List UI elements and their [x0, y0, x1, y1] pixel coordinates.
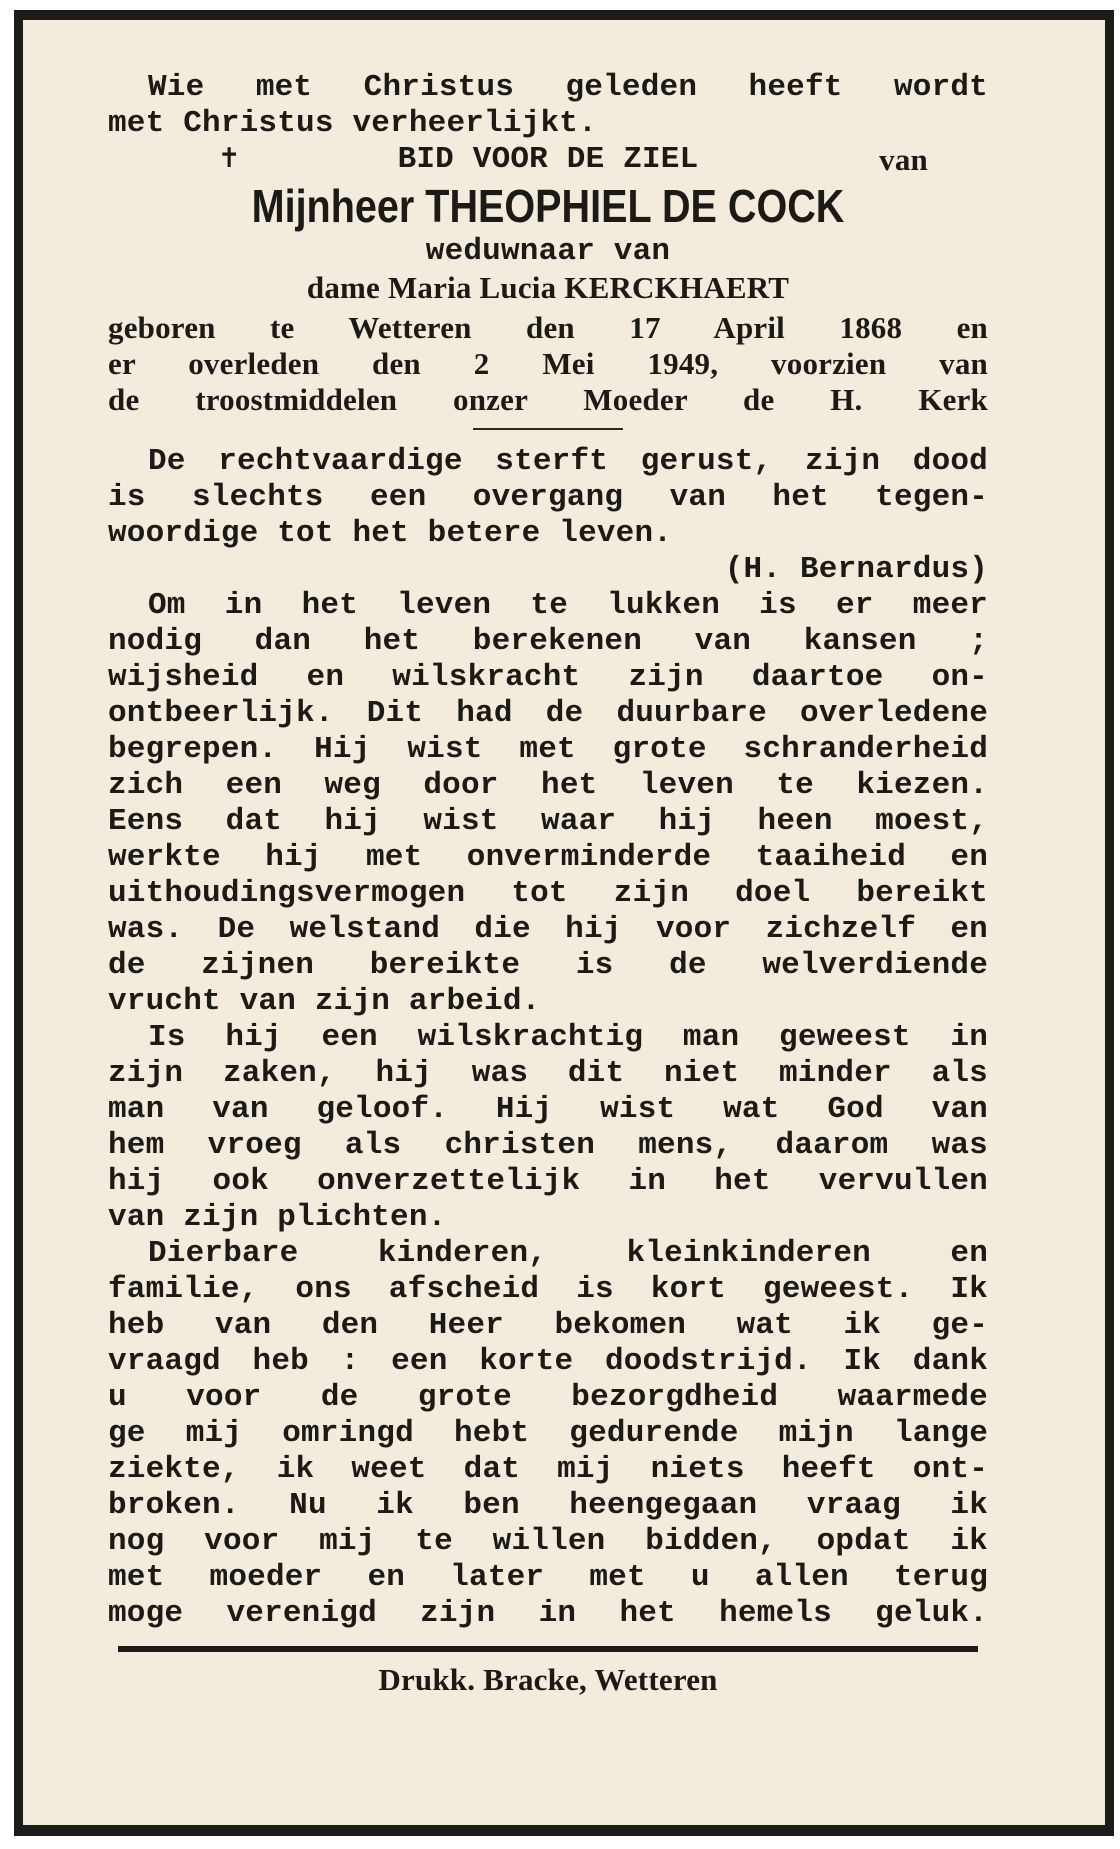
body-line: Dierbare kinderen, kleinkinderen en: [148, 1236, 988, 1271]
body-line: zijn zaken, hij was dit niet minder als: [108, 1056, 988, 1091]
body-line: Is hij een wilskrachtig man geweest in: [148, 1020, 988, 1055]
body-line: ziekte, ik weet dat mij niets heeft ont-: [108, 1452, 988, 1487]
body-line: was. De welstand die hij voor zichzelf en: [108, 912, 988, 947]
cross-icon: ✝: [220, 142, 239, 177]
body-line: vrucht van zijn arbeid.: [108, 984, 541, 1019]
motto-line-2: met Christus verheerlijkt.: [108, 106, 597, 141]
body-line: met moeder en later met u allen terug: [108, 1560, 988, 1595]
body-line: u voor de grote bezorgdheid waarmede: [108, 1380, 988, 1415]
divider: [473, 428, 623, 430]
body-line: man van geloof. Hij wist wat God van: [108, 1092, 988, 1127]
body-line: vraagd heb : een korte doodstrijd. Ik dank: [108, 1344, 988, 1379]
body-line: zich een weg door het leven te kiezen.: [108, 768, 988, 803]
body-line: nog voor mij te willen bidden, opdat ik: [108, 1524, 988, 1559]
body-line: Eens dat hij wist waar hij heen moest,: [108, 804, 988, 839]
body-line: nodig dan het berekenen van kansen ;: [108, 624, 988, 659]
prayer-text: BID VOOR DE ZIEL: [397, 142, 699, 177]
body-line: ontbeerlijk. Dit had de duurbare overledene: [108, 696, 988, 731]
body-line: Om in het leven te lukken is er meer: [148, 588, 988, 623]
card-content: [108, 70, 988, 1698]
prayer-suffix: van: [879, 142, 928, 177]
birth-death-line: de troostmiddelen onzer Moeder de H. Kerk: [108, 382, 988, 417]
body-line: werkte hij met onverminderde taaiheid en: [108, 840, 988, 875]
body-line: heb van den Heer bekomen wat ik ge-: [108, 1308, 988, 1343]
motto-line-1: Wie met Christus geleden heeft wordt: [148, 70, 988, 105]
quote-attribution: (H. Bernardus): [724, 552, 988, 587]
body-line: broken. Nu ik ben heengegaan vraag ik: [108, 1488, 988, 1523]
prayer-heading: [108, 142, 988, 178]
birth-death-line: geboren te Wetteren den 17 April 1868 en: [108, 310, 988, 345]
quote-line: De rechtvaardige sterft gerust, zijn dood: [148, 444, 988, 479]
footer-rule: [118, 1646, 978, 1652]
printer-credit: Drukk. Bracke, Wetteren: [378, 1662, 718, 1697]
quote-line: is slechts een overgang van het tegen-: [108, 480, 988, 515]
body-line: uithoudingsvermogen tot zijn doel bereikt: [108, 876, 988, 911]
body-line: hem vroeg als christen mens, daarom was: [108, 1128, 988, 1163]
body-line: moge verenigd zijn in het hemels geluk.: [108, 1596, 988, 1631]
body-line: ge mij omringd hebt gedurende mijn lange: [108, 1416, 988, 1451]
body-line: wijsheid en wilskracht zijn daartoe on-: [108, 660, 988, 695]
body-line: familie, ons afscheid is kort geweest. Ik: [108, 1272, 988, 1307]
body-line: begrepen. Hij wist met grote schranderheid: [108, 732, 988, 767]
body-line: hij ook onverzettelijk in het vervullen: [108, 1164, 988, 1199]
deceased-name: Mijnheer THEOPHIEL DE COCK: [251, 180, 845, 232]
spouse-name: dame Maria Lucia KERCKHAERT: [306, 270, 790, 305]
body-line: de zijnen bereikte is de welverdiende: [108, 948, 988, 983]
relation-text: weduwnaar van: [425, 234, 671, 269]
body-line: van zijn plichten.: [108, 1200, 447, 1235]
quote-line: woordige tot het betere leven.: [108, 516, 673, 551]
birth-death-line: er overleden den 2 Mei 1949, voorzien van: [108, 346, 988, 381]
